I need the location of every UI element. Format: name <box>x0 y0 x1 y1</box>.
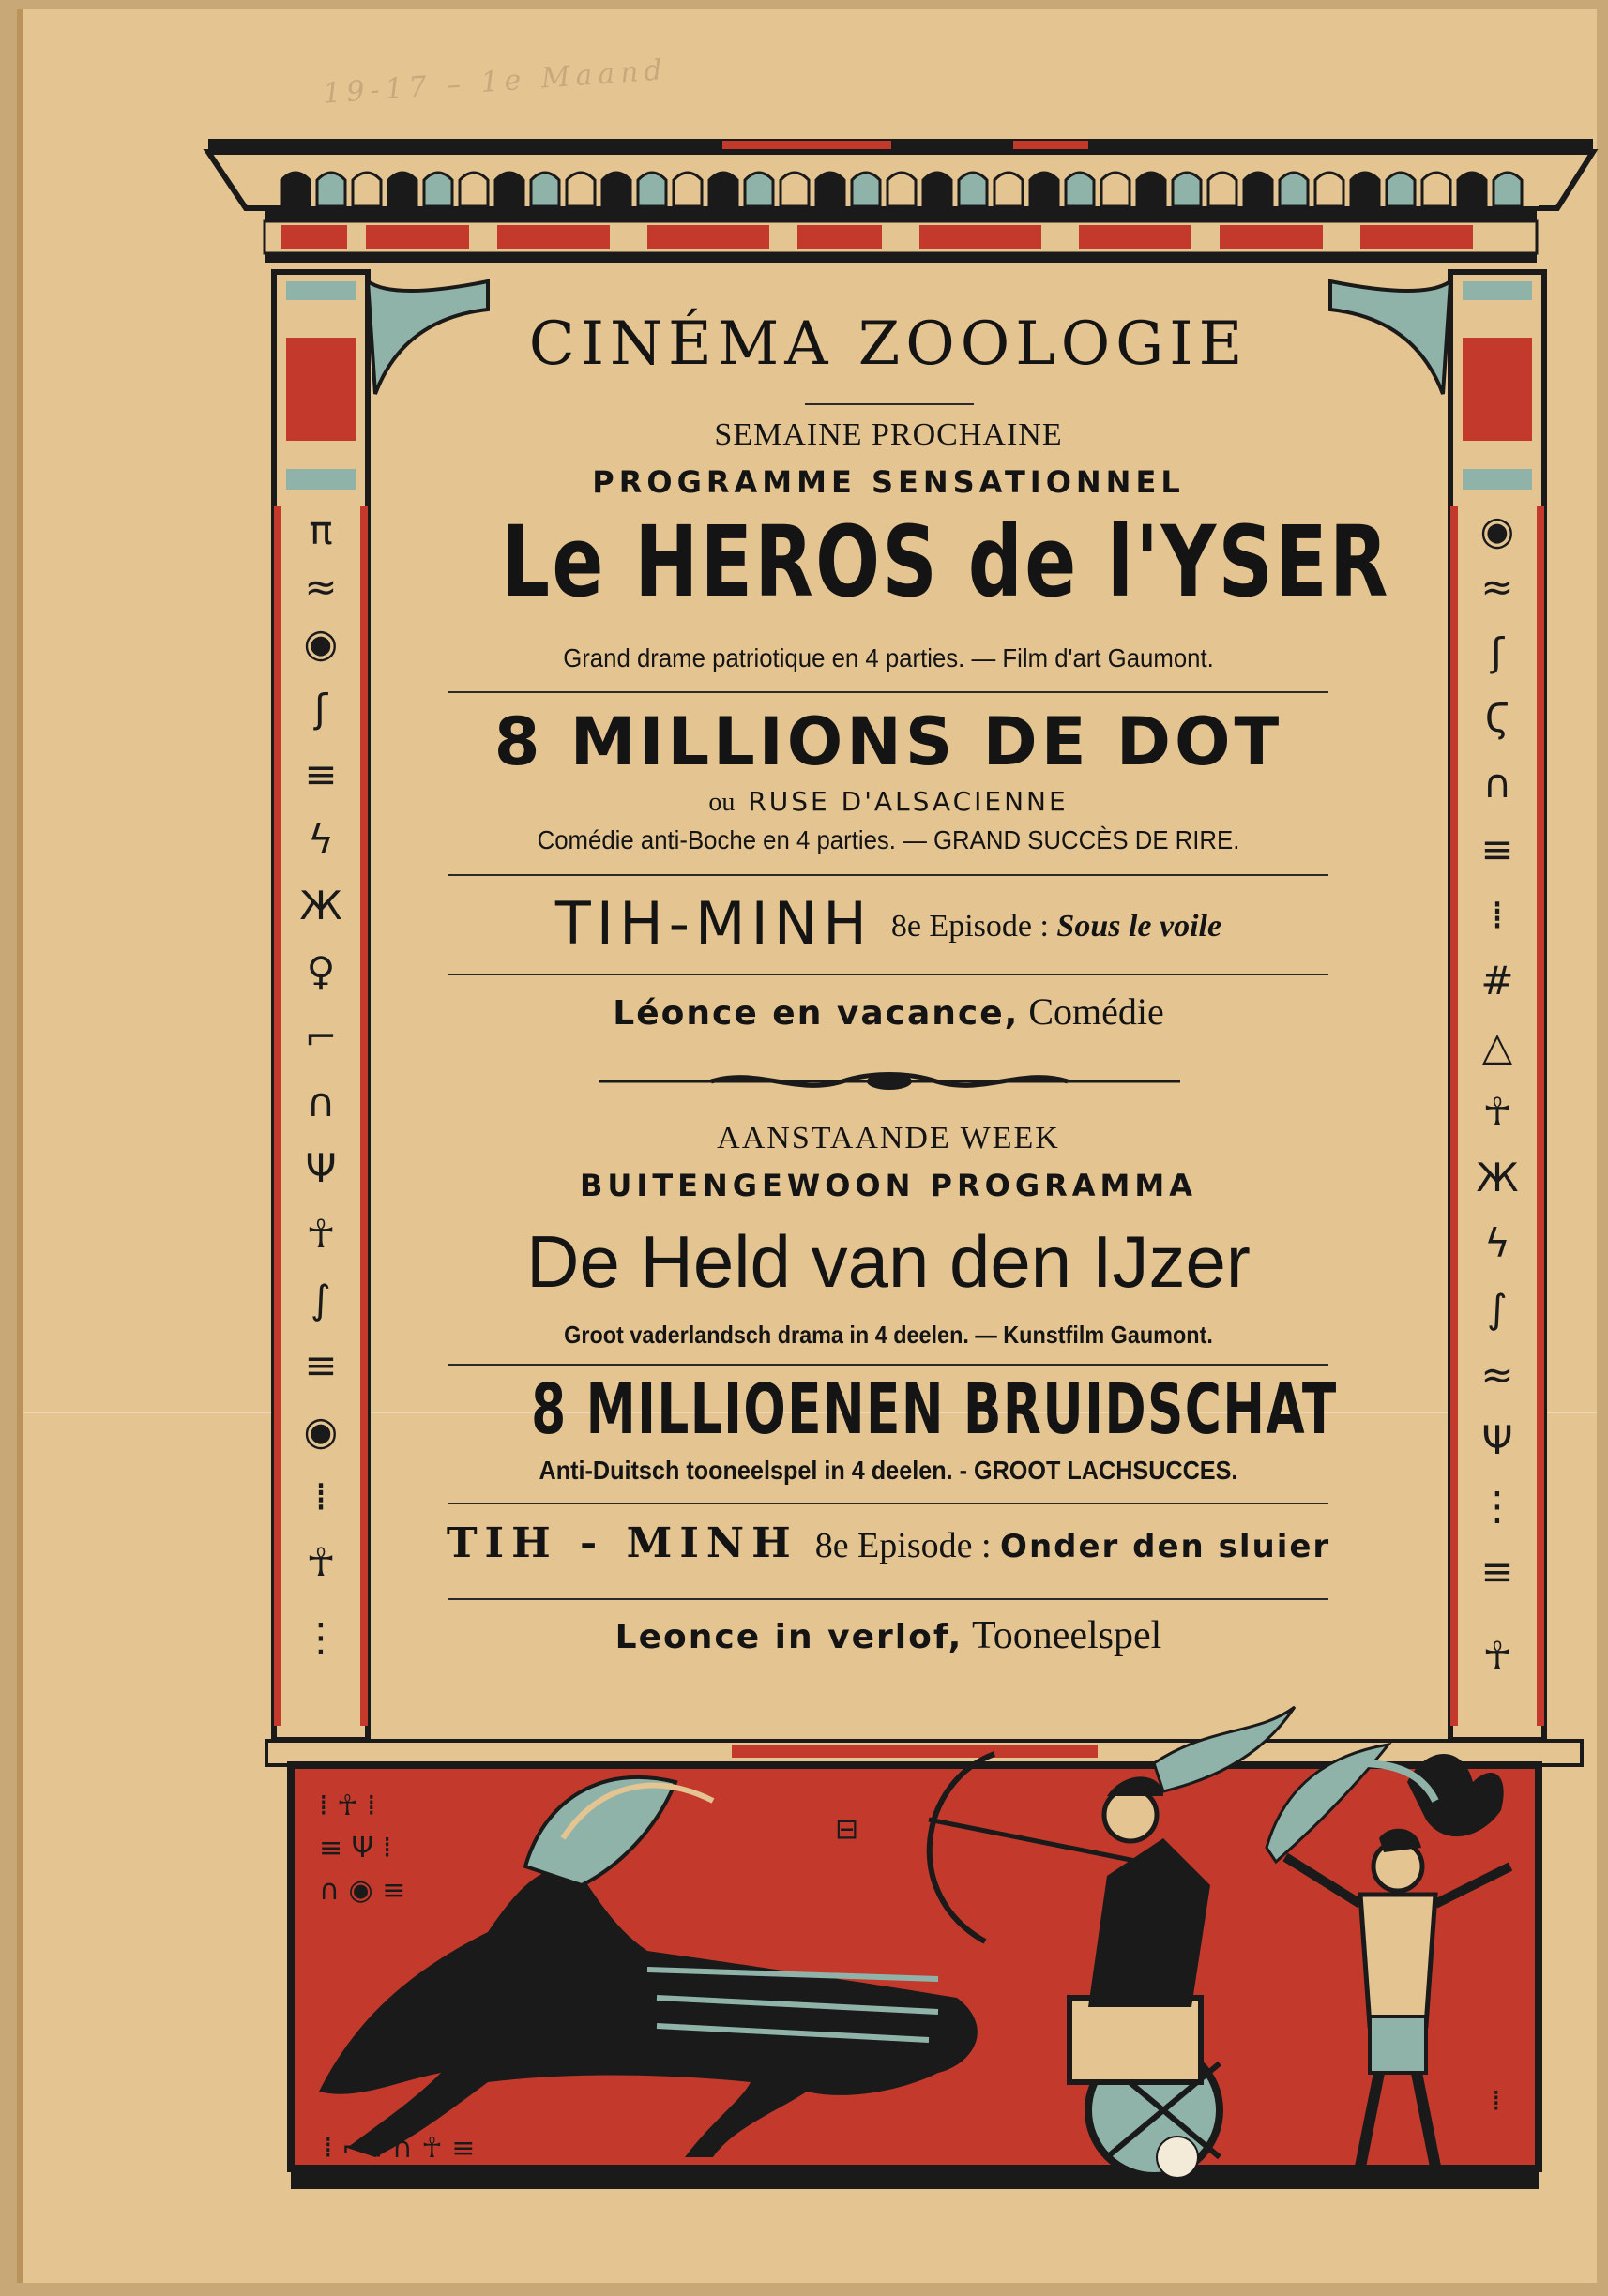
french-second-desc: Comédie anti-Boche en 4 parties. — GRAND SUCCÈS DE RIRE. <box>537 825 1240 854</box>
svg-text:☥: ☥ <box>1482 1089 1512 1135</box>
french-second-title: 8 MILLIONS DE DOT <box>493 703 1283 780</box>
svg-text:⌐: ⌐ <box>304 1014 338 1060</box>
svg-text:⋮: ⋮ <box>1478 1483 1517 1529</box>
cornice-arch <box>887 173 916 206</box>
divider <box>448 1503 1328 1504</box>
svg-text:≡: ≡ <box>304 751 338 797</box>
cornice <box>208 139 1593 263</box>
divider <box>805 403 974 405</box>
cornice-arches <box>281 169 1539 206</box>
cornice-arch <box>1458 173 1486 206</box>
svg-text:≡: ≡ <box>304 1342 338 1388</box>
cornice-arch <box>1422 173 1450 206</box>
cornice-arch <box>923 173 951 206</box>
cornice-arch <box>1030 173 1058 206</box>
svg-text:≡: ≡ <box>1480 826 1514 872</box>
ornament-divider <box>599 1067 1180 1095</box>
svg-text:⁞ ⌐ ⁞ ∩ ☥ ≡: ⁞ ⌐ ⁞ ∩ ☥ ≡ <box>324 2132 476 2165</box>
comedy-title: Leonce in verlof, <box>614 1618 963 1656</box>
comedy-genre: Comédie <box>1028 990 1164 1033</box>
serial-episode <box>891 909 1221 944</box>
svg-text:⊟: ⊟ <box>835 1813 859 1846</box>
alt-title: RUSE D'ALSACIENNE <box>748 786 1069 817</box>
chariot-illustration <box>291 1707 1539 2189</box>
svg-text:ʃ: ʃ <box>1490 629 1505 675</box>
episode-name: Sous le voile <box>1056 909 1222 944</box>
svg-text:Ж: Ж <box>299 883 342 929</box>
handwritten-note: 19-17 – 1e Maand <box>322 53 669 111</box>
svg-text:∩ ◉ ≡: ∩ ◉ ≡ <box>319 1874 406 1907</box>
programme-panel <box>392 310 1390 1716</box>
svg-text:∩: ∩ <box>306 1080 336 1125</box>
svg-text:△: △ <box>1481 1023 1513 1069</box>
svg-text:∫: ∫ <box>311 1276 331 1322</box>
cornice-arch <box>495 173 523 206</box>
svg-text:≡ Ψ ⁞: ≡ Ψ ⁞ <box>319 1832 392 1865</box>
svg-text:Ж: Ж <box>1476 1155 1519 1201</box>
cornice-arch <box>602 173 630 206</box>
svg-text:ʃ: ʃ <box>313 686 328 732</box>
venue-title: CINÉMA ZOOLOGIE <box>528 310 1249 379</box>
cornice-arch <box>424 173 452 206</box>
svg-text:⁞: ⁞ <box>1492 2085 1501 2118</box>
cornice-arch <box>460 173 488 206</box>
comedy-genre: Tooneelspel <box>972 1614 1162 1657</box>
dutch-second-desc: Anti-Duitsch tooneelspel in 4 deelen. - GROOT LACHSUCCES. <box>539 1456 1238 1485</box>
dutch-serial <box>392 1519 1385 1567</box>
episode-number: 8e Episode : <box>890 909 1049 944</box>
cornice-arch <box>531 173 559 206</box>
cornice-arch <box>1494 173 1522 206</box>
cornice-arch <box>994 173 1023 206</box>
svg-text:π: π <box>309 507 333 553</box>
divider <box>448 1598 1328 1600</box>
svg-text:≡: ≡ <box>1480 1548 1514 1594</box>
dutch-feature-title: De Held van den IJzer <box>526 1220 1251 1303</box>
svg-text:Ϛ: Ϛ <box>1484 695 1510 741</box>
cornice-arch <box>1315 173 1343 206</box>
divider <box>448 874 1328 876</box>
french-program-label: PROGRAMME SENSATIONNEL <box>592 464 1185 500</box>
svg-text:≈: ≈ <box>1480 1352 1514 1397</box>
cornice-arch <box>709 173 737 206</box>
french-second-alt <box>392 786 1385 818</box>
serial-episode <box>815 1526 1331 1565</box>
serial-title: TIH - MINH <box>446 1519 798 1567</box>
svg-text:◉: ◉ <box>1479 507 1515 553</box>
svg-text:⁞: ⁞ <box>1491 892 1504 938</box>
svg-text:☥: ☥ <box>306 1539 336 1585</box>
cornice-arch <box>317 173 345 206</box>
dutch-comedy <box>392 1613 1385 1658</box>
cornice-arch <box>1066 173 1094 206</box>
french-feature-desc: Grand drame patriotique en 4 parties. — Film d'art Gaumont. <box>563 643 1214 672</box>
cornice-arch <box>1208 173 1236 206</box>
svg-text:∫: ∫ <box>1487 1286 1508 1332</box>
svg-text:☥: ☥ <box>306 1211 336 1257</box>
french-feature-title: Le HEROS de l'YSER <box>501 505 1390 619</box>
svg-text:☥: ☥ <box>1482 1633 1512 1679</box>
svg-text:⁞ ☥ ⁞: ⁞ ☥ ⁞ <box>319 1790 376 1822</box>
svg-text:ϟ: ϟ <box>308 817 334 863</box>
svg-text:◉: ◉ <box>303 620 339 666</box>
french-comedy <box>392 989 1385 1034</box>
serial-title: TIH-MINH <box>554 889 872 958</box>
svg-text:#: # <box>1480 958 1514 1004</box>
dutch-period: AANSTAANDE WEEK <box>717 1121 1060 1156</box>
cornice-arch <box>959 173 987 206</box>
divider <box>448 974 1328 975</box>
cornice-arch <box>1387 173 1415 206</box>
cornice-arch <box>353 173 381 206</box>
cornice-arch <box>816 173 844 206</box>
cornice-arch <box>745 173 773 206</box>
dutch-feature-desc: Groot vaderlandsch drama in 4 deelen. — Kunstfilm Gaumont. <box>564 1321 1213 1349</box>
comedy-title: Léonce en vacance, <box>613 994 1020 1033</box>
cornice-arch <box>781 173 809 206</box>
cornice-arch <box>1137 173 1165 206</box>
red-band-blocks <box>281 225 1473 249</box>
cornice-arch <box>1280 173 1308 206</box>
cornice-arch <box>638 173 666 206</box>
svg-text:⁞: ⁞ <box>314 1473 327 1519</box>
svg-text:∩: ∩ <box>1482 761 1512 807</box>
cornice-arch <box>852 173 880 206</box>
episode-name: Onder den sluier <box>1000 1528 1331 1565</box>
episode-number: 8e Episode : <box>814 1526 992 1565</box>
cornice-arch <box>674 173 702 206</box>
cornice-arch <box>388 173 417 206</box>
svg-text:⋮: ⋮ <box>301 1614 341 1660</box>
cornice-arch <box>1351 173 1379 206</box>
french-period: SEMAINE PROCHAINE <box>714 417 1063 452</box>
svg-text:◉: ◉ <box>303 1408 339 1454</box>
svg-text:≈: ≈ <box>304 564 338 610</box>
dutch-program-label: BUITENGEWOON PROGRAMMA <box>580 1168 1197 1203</box>
divider <box>448 691 1328 693</box>
cornice-arch <box>281 173 310 206</box>
dutch-second-title: 8 MILLIOENEN BRUIDSCHAT <box>531 1369 1338 1450</box>
svg-text:ϟ: ϟ <box>1484 1220 1510 1266</box>
divider <box>448 1364 1328 1366</box>
cornice-arch <box>1244 173 1272 206</box>
alt-prefix: ou <box>708 788 736 817</box>
cornice-arch <box>1173 173 1201 206</box>
cornice-arch <box>1101 173 1130 206</box>
svg-text:♀: ♀ <box>306 948 336 994</box>
svg-text:≈: ≈ <box>1480 564 1514 610</box>
svg-text:Ψ: Ψ <box>305 1145 337 1191</box>
svg-text:Ψ: Ψ <box>1481 1417 1513 1463</box>
french-serial <box>392 889 1385 958</box>
cornice-arch <box>567 173 595 206</box>
